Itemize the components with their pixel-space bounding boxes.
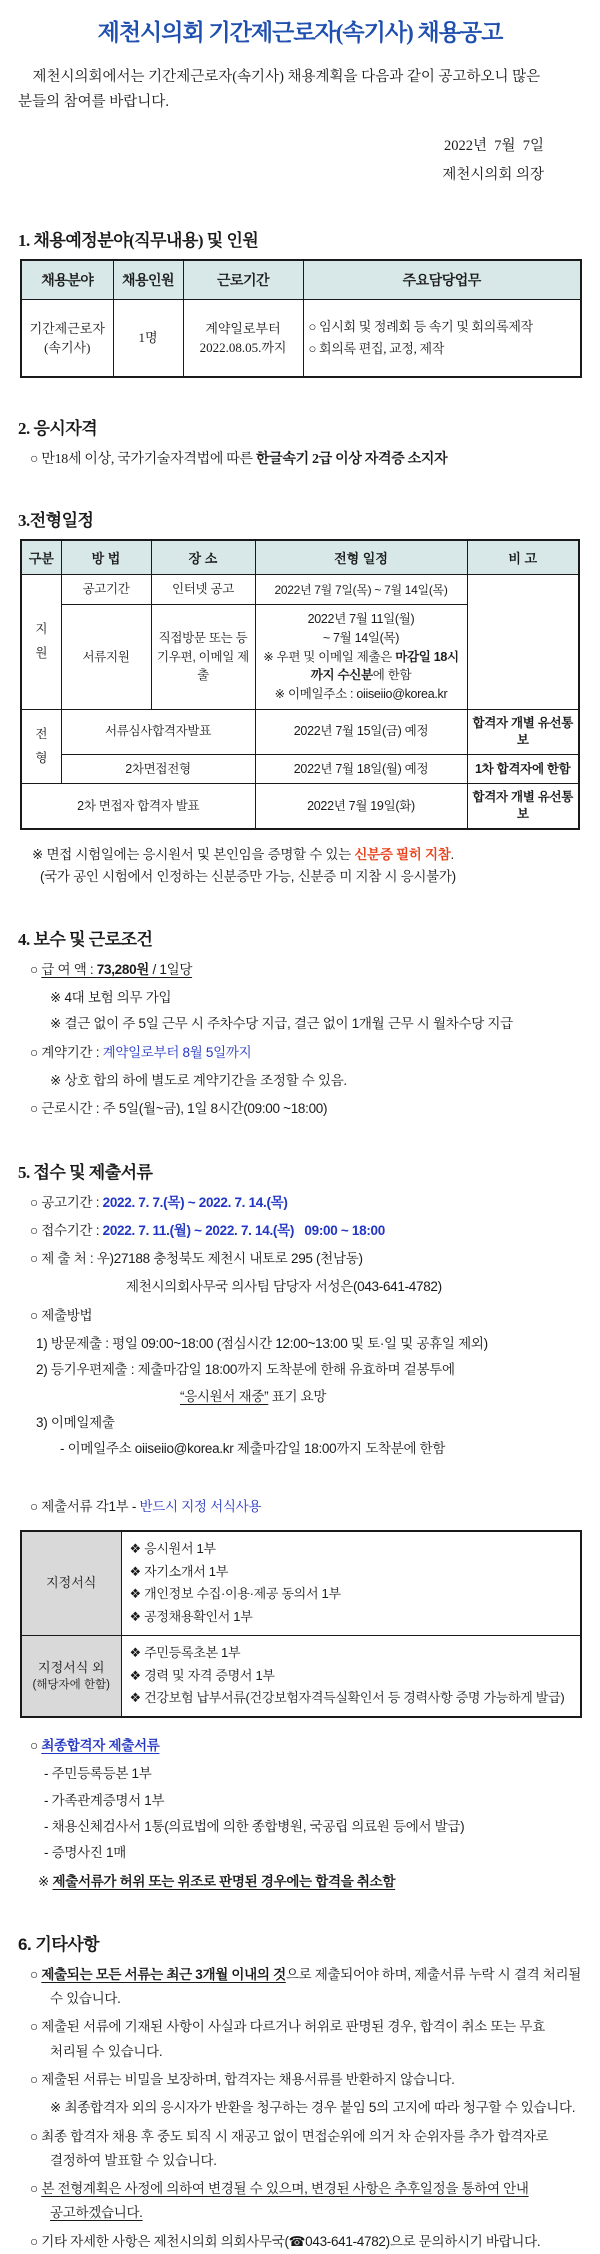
- signer: 제천시의회 의장: [442, 166, 544, 183]
- final-doc-item: - 가족관계증명서 1부: [44, 1792, 165, 1808]
- misc-item-false-info: ○ 제출된 서류에 기재된 사항이 사실과 다르거나 허위로 판명된 경우, 합격이 취소 또는 무효 처리될 수 있습니다.: [30, 2019, 545, 2059]
- group-selection: 전형: [21, 709, 61, 784]
- col-period: 근로기간: [183, 260, 303, 300]
- documents-row-forms: [21, 1531, 581, 1636]
- list-item: ❖ 주민등록초본 1부: [129, 1644, 241, 1660]
- receipt-period-item: ○ 접수기간 : 2022. 7. 11.(월) ~ 2022. 7. 14.(목) 09:00 ~ 18:00: [30, 1222, 385, 1238]
- misc-item-confidential: ○ 제출된 서류는 비밀을 보장하며, 합격자는 채용서류를 반환하지 않습니다.: [30, 2071, 455, 2087]
- date-signer-block: [16, 132, 544, 190]
- col-place: 장 소: [151, 540, 255, 575]
- remark-final-result: 합격자 개별 유선통보: [467, 784, 579, 829]
- method-email: 3) 이메일제출: [36, 1414, 115, 1430]
- notice-period-dates: 2022. 7. 7.(목) ~ 2022. 7. 14.(목): [102, 1194, 288, 1210]
- col-field: 채용분야: [21, 260, 113, 300]
- required-form-note: 반드시 지정 서식사용: [139, 1499, 262, 1515]
- final-doc-item: - 증명사진 1매: [44, 1845, 127, 1861]
- final-documents-heading: ○ 최종합격자 제출서류: [30, 1738, 160, 1754]
- col-schedule: 전형 일정: [255, 540, 467, 575]
- forgery-warning: ※ 제출서류가 허위 또는 위조로 판명된 경우에는 합격을 취소함: [38, 1873, 396, 1889]
- schedule-row-doc-result: [21, 709, 579, 754]
- contract-note: ※ 상호 합의 하에 별도로 계약기간을 조정할 수 있음.: [50, 1072, 347, 1088]
- stage-final-result: 2차 면접자 합격자 발표: [21, 784, 255, 829]
- contract-period: 계약일로부터 8월 5일까지: [102, 1044, 252, 1060]
- method-mail: 2) 등기우편제출 : 제출마감일 18:00까지 도착분에 한해 유효하며 겉봉투에: [36, 1362, 455, 1378]
- pay-item: ○ 급 여 액 : 73,280원 / 1일당: [30, 961, 193, 977]
- list-item: ❖ 자기소개서 1부: [129, 1563, 228, 1579]
- list-item: ❖ 응시원서 1부: [129, 1540, 216, 1556]
- schedule-row-final-result: [21, 784, 579, 829]
- method-email-detail: - 이메일주소 oiiseiio@korea.kr 제출마감일 18:00까지 도착분에 한함: [60, 1441, 446, 1457]
- col-duty: 주요담당업무: [303, 260, 581, 300]
- documents-heading: ○ 제출서류 각1부 - 반드시 지정 서식사용: [30, 1499, 262, 1515]
- recruit-table-header-row: [21, 260, 581, 300]
- schedule-interview-date: 2022년 7월 18일(월) 예정: [255, 754, 467, 784]
- intro-paragraph: 제천시의회에서는 기간제근로자(속기사) 채용계획을 다음과 같이 공고하오니 많은 분들의 참여를 바랍니다.: [18, 69, 541, 111]
- method-visit: 1) 방문제출 : 평일 09:00~18:00 (점심시간 12:00~13:00 및 토·일 및 공휴일 제외): [36, 1335, 488, 1351]
- final-documents-title: 최종합격자 제출서류: [41, 1738, 160, 1754]
- schedule-table: [20, 539, 580, 830]
- schedule-header-row: [21, 540, 579, 575]
- cell-count: 1명: [113, 299, 183, 377]
- schedule-doc-result-date: 2022년 7월 15일(금) 예정: [255, 709, 467, 754]
- list-item: ❖ 공정채용확인서 1부: [129, 1609, 253, 1625]
- misc-item-next-rank: ○ 최종 합격자 채용 후 중도 퇴직 시 재공고 없이 면접순위에 의거 차 순위자를 추가 합격자로 결정하여 발표할 수 있습니다.: [30, 2128, 549, 2168]
- pay-note-allowance: ※ 결근 없이 주 5일 근무 시 주차수당 지급, 결근 없이 1개월 근무 시 월차수당 지급: [50, 1016, 513, 1032]
- contract-item: ○ 계약기간 : 계약일로부터 8월 5일까지: [30, 1044, 252, 1060]
- section6-heading: 6. 기타사항: [18, 1934, 100, 1954]
- misc-item-plan-change: ○ 본 전형계획은 사정에 의하여 변경될 수 있으며, 변경된 사항은 추후일정을 통하여 안내 공고하겠습니다.: [30, 2181, 529, 2221]
- method-heading: ○ 제출방법: [30, 1307, 93, 1323]
- col-remark: 비 고: [467, 540, 579, 575]
- id-required-warning: 신분증 필히 지참: [354, 847, 451, 863]
- method-document-apply: 서류지원: [61, 605, 151, 710]
- recruit-table: [20, 259, 582, 379]
- schedule-apply-dates: 2022년 7월 11일(월) ~ 7월 14일(목) ※ 우편 및 이메일 제출은 마감일 18시까지 수신분에 한함 ※ 이메일주소 : oiiseiio@korea.kr: [255, 605, 467, 710]
- schedule-row-notice: [21, 575, 579, 605]
- interview-id-note: ※ 면접 시험일에는 응시원서 및 본인임을 증명할 수 있는 신분증 필히 지참. (국가 공인 시험에서 인정하는 신분증만 가능, 신분증 미 지참 시 응시불가): [32, 844, 584, 889]
- misc-item-contact: ○ 기타 자세한 사항은 제천시의회 의회사무국(☎043-641-4782)으로 문의하시기 바랍니다.: [30, 2233, 541, 2249]
- announcement-date: 2022년 7월 7일: [443, 137, 544, 154]
- misc-item-return-note: ※ 최종합격자 외의 응시자가 반환을 청구하는 경우 붙임 5의 고지에 따라 청구할 수 있습니다.: [50, 2100, 576, 2116]
- documents-row-others: [21, 1635, 581, 1717]
- other-forms-list: [121, 1635, 581, 1717]
- deadline-emphasis: 마감일 18시까지 수신분: [310, 649, 459, 683]
- stage-doc-result: 서류심사합격자발표: [61, 709, 255, 754]
- receipt-period-dates: 2022. 7. 11.(월) ~ 2022. 7. 14.(목) 09:00 ~ 18:00: [102, 1222, 385, 1238]
- pay-note-insurance: ※ 4대 보험 의무 가입: [50, 990, 172, 1006]
- id-note-detail: (국가 공인 시험에서 인정하는 신분증만 가능, 신분증 미 지참 시 응시불가): [40, 869, 456, 885]
- col-category: 구분: [21, 540, 61, 575]
- schedule-final-result-date: 2022년 7월 19일(화): [255, 784, 467, 829]
- qualification-item: ○ 만18세 이상, 국가기술자격법에 따른 한글속기 2급 이상 자격증 소지자: [30, 452, 448, 468]
- col-method: 방 법: [61, 540, 151, 575]
- remark-interview: 1차 합격자에 한함: [467, 754, 579, 784]
- schedule-notice-dates: 2022년 7월 7일(목) ~ 7월 14일(목): [255, 575, 467, 605]
- cell-duty: ○ 임시회 및 정례회 등 속기 및 회의록제작 ○ 회의록 편집, 교정, 제작: [303, 299, 581, 377]
- label-designated-forms: 지정서식: [21, 1531, 121, 1636]
- section5-heading: 5. 접수 및 제출서류: [18, 1162, 153, 1182]
- page-title: 제천시의회 기간제근로자(속기사) 채용공고: [97, 20, 503, 45]
- cell-field: 기간제근로자 (속기사): [21, 299, 113, 377]
- method-notice-period: 공고기간: [61, 575, 151, 605]
- schedule-row-interview: [21, 754, 579, 784]
- list-item: ❖ 경력 및 자격 증명서 1부: [129, 1667, 275, 1683]
- section2-heading: 2. 응시자격: [18, 419, 98, 439]
- designated-forms-list: [121, 1531, 581, 1636]
- list-item: ❖ 개인정보 수집·이용·제공 동의서 1부: [129, 1586, 341, 1602]
- section3-heading: 3.전형일정: [18, 511, 94, 531]
- remark-empty-cell: [467, 575, 579, 710]
- working-hours-item: ○ 근로시간 : 주 5일(월~금), 1일 8시간(09:00 ~18:00): [30, 1101, 328, 1117]
- pay-amount: 73,280원: [96, 961, 150, 977]
- section4-heading: 4. 보수 및 근로조건: [18, 929, 153, 949]
- remark-doc-result: 합격자 개별 유선통보: [467, 709, 579, 754]
- address-line2: 제천시의회사무국 의사팀 담당자 서성은(043-641-4782): [126, 1279, 442, 1295]
- cell-period: 계약일로부터 2022.08.05.까지: [183, 299, 303, 377]
- recruit-table-row: [21, 299, 581, 377]
- group-apply: 지원: [21, 575, 61, 710]
- method-mail-marking: “응시원서 재중” 표기 요망: [180, 1388, 327, 1404]
- list-item: ❖ 건강보험 납부서류(건강보험자격득실확인서 등 경력사항 증명 가능하게 발급): [129, 1690, 565, 1706]
- qualification-requirement: 한글속기 2급 이상 자격증 소지자: [255, 452, 448, 468]
- final-doc-item: - 채용신체검사서 1통(의료법에 의한 종합병원, 국공립 의료원 등에서 발급): [44, 1818, 465, 1834]
- email-address-note: ※ 이메일주소 : oiiseiio@korea.kr: [274, 687, 448, 702]
- documents-table: [20, 1530, 582, 1718]
- section1-heading: 1. 채용예정분야(직무내용) 및 인원: [18, 230, 259, 250]
- final-doc-item: - 주민등록등본 1부: [44, 1766, 152, 1782]
- label-other-forms: 지정서식 외 (해당자에 한함): [21, 1635, 121, 1717]
- misc-item-recent-docs: ○ 제출되는 모든 서류는 최근 3개월 이내의 것으로 제출되어야 하며, 제출서류 누락 시 결격 처리될 수 있습니다.: [30, 1966, 581, 2007]
- notice-period-item: ○ 공고기간 : 2022. 7. 7.(목) ~ 2022. 7. 14.(목): [30, 1194, 288, 1210]
- address-line1: 우)27188 충청북도 제천시 내토로 295 (천남동): [96, 1251, 363, 1267]
- address-item: ○ 제 출 처 : 우)27188 충청북도 제천시 내토로 295 (천남동): [30, 1251, 363, 1267]
- stage-interview: 2차면접전형: [61, 754, 255, 784]
- col-count: 채용인원: [113, 260, 183, 300]
- place-internet: 인터넷 공고: [151, 575, 255, 605]
- place-apply: 직접방문 또는 등기우편, 이메일 제출: [151, 605, 255, 710]
